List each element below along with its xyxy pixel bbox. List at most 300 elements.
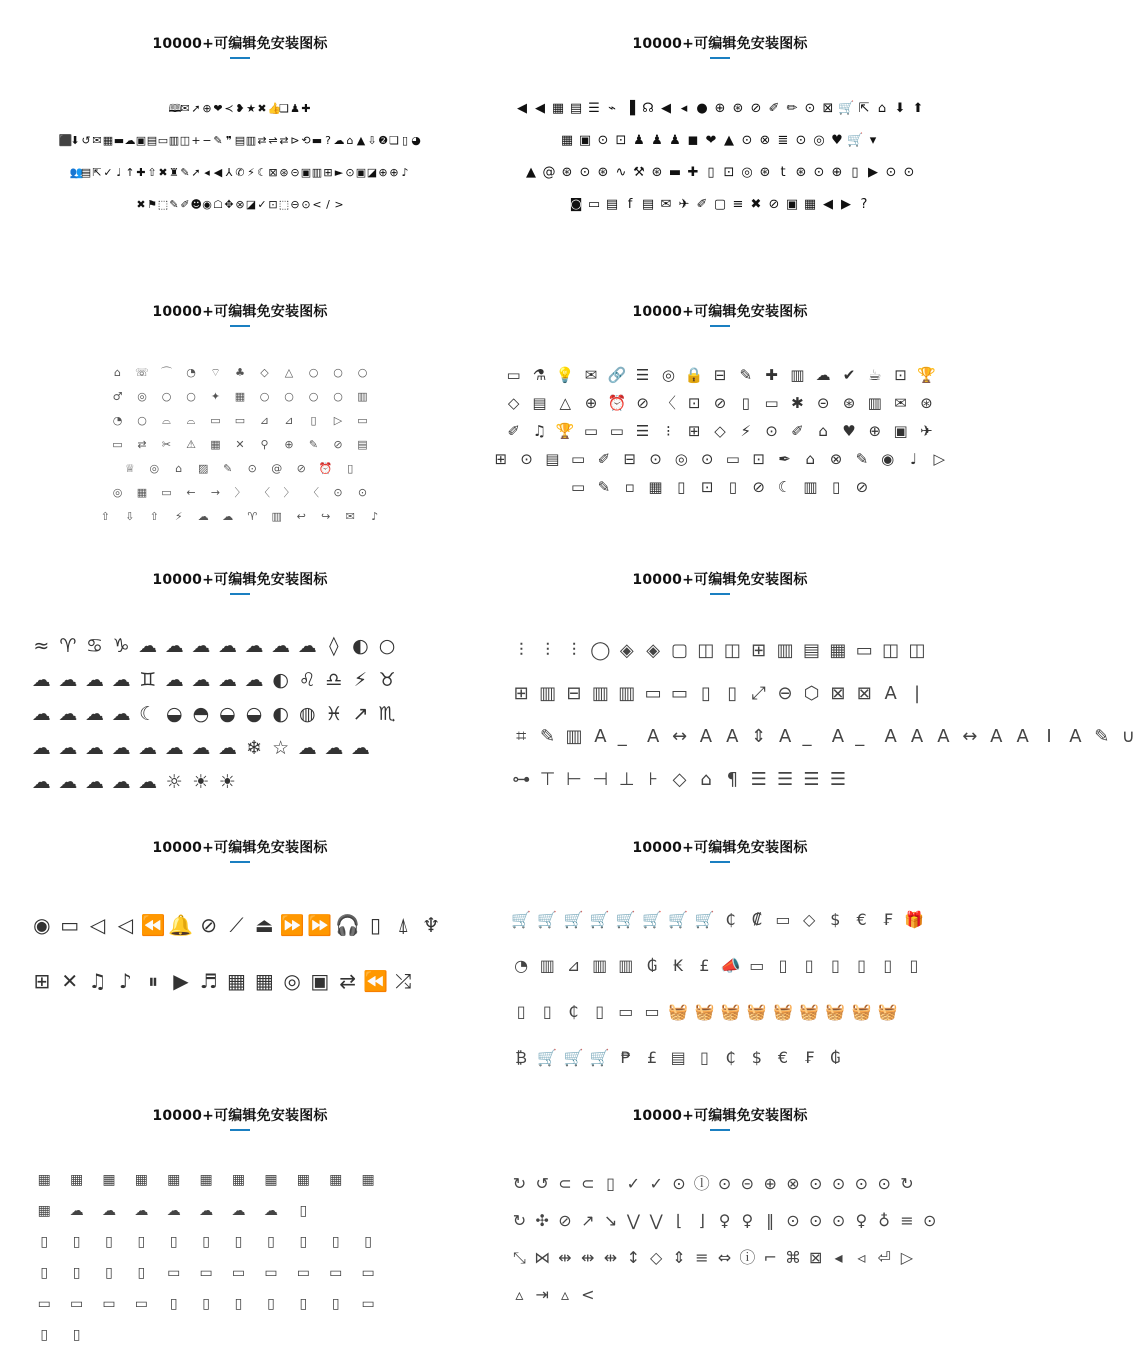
icon-glyph: ⏏ <box>254 912 274 937</box>
icon-glyph: € <box>777 1047 789 1067</box>
icon-glyph: ⊙ <box>831 1174 846 1193</box>
icon-glyph: ↻ <box>900 1174 914 1193</box>
icon-glyph: ▥ <box>565 726 583 747</box>
icon-row <box>28 662 480 696</box>
icon-glyph: ✒ <box>778 449 791 468</box>
icon-glyph: ◯ <box>590 640 611 661</box>
icon-glyph: ⊠ <box>830 683 846 704</box>
icon-glyph: ○ <box>333 389 343 403</box>
icon-glyph: ⊿ <box>566 955 581 975</box>
icon-glyph: ⇹ <box>603 1248 618 1267</box>
icon-glyph: ☁ <box>164 668 184 691</box>
icon-glyph: 🔔 <box>168 912 194 937</box>
icon-glyph: ○ <box>186 389 196 403</box>
icon-glyph: ◎ <box>283 968 301 993</box>
icon-glyph: ✎ <box>597 477 611 496</box>
panel-title: 10000+可编辑免安装图标 <box>632 572 808 588</box>
icon-row <box>480 124 960 156</box>
panel-title: 10000+可编辑免安装图标 <box>632 840 808 856</box>
icon-glyph: ☁ <box>111 736 131 759</box>
icon-glyph: ⤢ <box>751 683 766 704</box>
icon-glyph: ◉ <box>881 449 895 468</box>
icon-row <box>508 628 960 671</box>
icon-glyph: ♫ <box>88 968 107 993</box>
icon-glyph: ☁ <box>84 770 104 793</box>
panel-title: 10000+可编辑免安装图标 <box>152 840 328 856</box>
icon-glyph: ▭ <box>112 437 123 451</box>
icon-glyph: ✥ <box>224 197 234 211</box>
icon-glyph: ⊘ <box>752 477 765 496</box>
icon-glyph: ▦ <box>296 1172 310 1188</box>
icon-glyph: ◎ <box>674 449 688 468</box>
icon-glyph: ▯ <box>883 955 893 975</box>
icon-glyph: ▭ <box>210 413 221 427</box>
icon-glyph: 🔒 <box>684 365 704 384</box>
icon-glyph: ₱ <box>620 1047 631 1067</box>
icon-glyph: ◉ <box>202 197 212 211</box>
icon-glyph: ≡ <box>900 1211 914 1230</box>
icon-glyph: ▣ <box>310 968 330 993</box>
icon-glyph: ⊂ <box>581 1174 595 1193</box>
icon-glyph: ▦ <box>69 1172 84 1188</box>
icon-glyph: ▦ <box>167 1172 181 1188</box>
icon-glyph: ☁ <box>111 668 131 691</box>
icon-glyph: ◔ <box>514 955 529 975</box>
icon-glyph: A <box>910 726 924 747</box>
icon-row <box>480 444 960 472</box>
icon-glyph: ▯ <box>542 1001 552 1021</box>
icon-glyph: $ <box>751 1047 762 1067</box>
icon-row <box>0 156 480 188</box>
icon-glyph <box>798 715 824 758</box>
icon-glyph: ☆ <box>272 736 290 759</box>
icon-glyph: ▯ <box>830 955 840 975</box>
icon-glyph: ▯ <box>595 1001 605 1021</box>
icon-glyph: 🛒 <box>847 132 864 148</box>
icon-glyph: ← <box>186 485 196 499</box>
icon-glyph: ⊕ <box>831 164 843 180</box>
icon-glyph: ☁ <box>815 365 831 384</box>
icon-glyph: ○ <box>308 365 319 379</box>
icon-glyph: ◁ <box>117 912 133 937</box>
icon-glyph: ⊙ <box>813 164 825 180</box>
icon-glyph: 🔗 <box>607 365 627 384</box>
icon-glyph: ☰ <box>777 769 794 790</box>
icon-glyph: ▯ <box>310 413 317 427</box>
panel-title: 10000+可编辑免安装图标 <box>152 572 328 588</box>
icon-glyph: ☾ <box>777 477 792 496</box>
icon-glyph: ○ <box>161 389 172 403</box>
icon-glyph: ∪ <box>1121 726 1135 747</box>
icon-glyph: ⬛ <box>58 133 73 147</box>
icon-glyph: ● <box>696 100 708 116</box>
icon-glyph: ◫ <box>723 640 741 661</box>
title-underline <box>710 325 730 327</box>
icon-glyph: ⏪ <box>363 968 388 993</box>
icon-glyph: ⊙ <box>854 1174 869 1193</box>
icon-glyph: ⊙ <box>831 1211 846 1230</box>
icon-row <box>508 1275 960 1312</box>
icon-glyph: ⊗ <box>786 1174 800 1193</box>
icon-glyph: ◫ <box>882 640 900 661</box>
icon-glyph: ◫ <box>697 640 715 661</box>
icon-glyph: ◇ <box>650 1248 663 1267</box>
icon-glyph: 🛒 <box>563 909 584 929</box>
icon-glyph: ♁ <box>878 1211 890 1230</box>
icon-glyph: ✉ <box>92 133 102 147</box>
icon-glyph: ⬆ <box>912 100 924 116</box>
icon-glyph: ₵ <box>725 909 736 929</box>
icon-glyph: ❤ <box>213 101 223 115</box>
icon-glyph: ☁ <box>217 736 237 759</box>
icon-glyph: 🧺 <box>746 1001 767 1021</box>
icon-glyph: ▲ <box>356 133 366 147</box>
icon-glyph: ♜ <box>169 165 179 179</box>
icon-glyph: ♕ <box>124 461 135 475</box>
icon-glyph: ☁ <box>101 1203 116 1219</box>
icon-glyph: ◓ <box>192 702 210 725</box>
icon-glyph: ▯ <box>234 1296 243 1312</box>
icon-glyph: ☰ <box>635 421 650 440</box>
icon-glyph: ✕ <box>235 437 245 451</box>
icon-glyph: ▥ <box>168 133 180 147</box>
icon-glyph: ▯ <box>401 133 409 147</box>
icon-glyph: ▯ <box>169 1234 178 1250</box>
icon-glyph: ☁ <box>231 1203 246 1219</box>
icon-glyph: ✎ <box>180 165 190 179</box>
icon-glyph: ▤ <box>641 196 655 212</box>
icon-panel <box>480 0 960 268</box>
icon-glyph: ⇧ <box>149 509 159 523</box>
icon-glyph: ☁ <box>31 668 51 691</box>
icon-glyph: ▯ <box>364 1234 372 1250</box>
icon-glyph: ◀ <box>535 100 545 116</box>
icon-panel <box>480 804 960 1072</box>
icon-glyph: ▣ <box>578 132 592 148</box>
icon-glyph: ◒ <box>219 702 236 725</box>
icon-glyph: ⬡ <box>803 683 820 704</box>
icon-glyph: ▦ <box>254 968 274 993</box>
icon-glyph: ✐ <box>180 197 190 211</box>
icon-glyph: ▯ <box>267 1234 275 1250</box>
icon-glyph: ◕ <box>411 133 421 147</box>
icon-glyph: ✚ <box>765 365 778 384</box>
icon-glyph: ❄ <box>246 736 262 759</box>
icon-glyph: ⊞ <box>33 968 51 993</box>
icon-glyph: A <box>937 726 950 747</box>
icon-glyph: A <box>699 726 713 747</box>
icon-glyph: ▭ <box>571 477 586 496</box>
icon-glyph: 💡 <box>555 365 575 384</box>
icon-glyph: ✚ <box>136 165 146 179</box>
icon-row <box>508 1164 960 1201</box>
icon-glyph: ⊞ <box>494 449 508 468</box>
icon-glyph: ⇹ <box>558 1248 572 1267</box>
icon-glyph: ▯ <box>909 955 919 975</box>
icon-glyph: ☁ <box>263 1203 278 1219</box>
icon-row <box>480 92 960 124</box>
icon-glyph: ⇄ <box>257 133 267 147</box>
icon-glyph: ✖ <box>750 196 762 212</box>
icon-glyph: ⇌ <box>268 133 278 147</box>
icon-glyph: ▯ <box>40 1327 49 1343</box>
icon-glyph: ▯ <box>72 1234 81 1250</box>
icon-glyph: ⊙ <box>765 421 778 440</box>
icon-glyph: ⊙ <box>877 1174 891 1193</box>
panel-title: 10000+可编辑免安装图标 <box>632 36 808 52</box>
icon-row <box>0 480 480 504</box>
icon-glyph: £ <box>699 955 710 975</box>
icon-glyph: € <box>856 909 867 929</box>
icon-glyph: ☁ <box>166 1203 181 1219</box>
icon-glyph: 🎁 <box>903 909 924 929</box>
icon-glyph: ⚡ <box>353 668 368 691</box>
icon-glyph: ▦ <box>210 437 221 451</box>
icon-glyph: ▥ <box>311 165 323 179</box>
icon-glyph: ₵ <box>568 1001 579 1021</box>
icon-glyph: < <box>312 197 322 211</box>
icon-glyph: ▯ <box>137 1234 146 1250</box>
icon-glyph: ⌓ <box>162 413 171 427</box>
icon-glyph: ⌂ <box>346 133 354 147</box>
icon-glyph: ▦ <box>361 1172 375 1188</box>
icon-glyph: 🧺 <box>720 1001 741 1021</box>
icon-glyph: ⊙ <box>741 132 753 148</box>
icon-glyph: ◇ <box>507 393 520 412</box>
icon-glyph: ☁ <box>84 736 104 759</box>
icon-glyph: ▦ <box>227 968 246 993</box>
icon-glyph: ◒ <box>245 702 263 725</box>
icon-glyph: 🛒 <box>615 909 636 929</box>
icon-glyph: ⊘ <box>713 393 727 412</box>
icon-glyph: ⊙ <box>903 164 915 180</box>
icon-glyph: ⊕ <box>868 421 882 440</box>
icon-glyph: ♫ <box>532 421 547 440</box>
icon-glyph: t <box>780 164 786 180</box>
icon-glyph: ▭ <box>587 196 601 212</box>
icon-glyph: ◫ <box>908 640 926 661</box>
icon-glyph: ◁ <box>89 912 106 937</box>
icon-glyph: ⊕ <box>284 437 294 451</box>
icon-row <box>508 1201 960 1238</box>
icon-glyph: ☁ <box>124 133 136 147</box>
icon-glyph: ₵ <box>725 1047 736 1067</box>
icon-glyph: 🛒 <box>694 909 715 929</box>
icon-glyph: ♥ <box>831 132 843 148</box>
icon-glyph: ▯ <box>347 461 354 475</box>
icon-glyph: ♋ <box>85 634 103 657</box>
icon-glyph: ▤ <box>802 640 820 661</box>
icon-glyph: ⊿ <box>259 413 270 427</box>
icon-glyph: ⊙ <box>357 485 368 499</box>
icon-glyph: ▦ <box>234 389 246 403</box>
icon-glyph: ⊛ <box>842 393 856 412</box>
icon-panel <box>0 536 480 804</box>
icon-glyph: ▭ <box>231 1265 246 1281</box>
icon-glyph: ⇧ <box>100 509 110 523</box>
icon-glyph: ▥ <box>357 389 368 403</box>
icon-glyph: ⊝ <box>816 393 830 412</box>
icon-glyph: ♓ <box>325 702 343 725</box>
icon-glyph: ₣ <box>882 909 893 929</box>
icon-glyph: ◔ <box>186 365 196 379</box>
icon-glyph: ⊛ <box>732 100 744 116</box>
icon-glyph: ☁ <box>58 668 78 691</box>
title-underline <box>710 593 730 595</box>
icon-glyph: ▭ <box>855 640 873 661</box>
icon-glyph: ⚡ <box>740 421 752 440</box>
icon-glyph: 〈 <box>308 485 319 499</box>
icon-glyph: ⌗ <box>516 726 527 747</box>
icon-row <box>28 628 480 662</box>
icon-glyph: ☁ <box>271 634 291 657</box>
icon-glyph: ▫ <box>624 477 635 496</box>
icon-glyph: ∿ <box>615 164 627 180</box>
icon-glyph: ⌔ <box>210 365 221 379</box>
icon-glyph: ⊘ <box>855 477 869 496</box>
icon-glyph: ♀ <box>855 1211 868 1230</box>
icon-glyph: $ <box>830 909 841 929</box>
icon-glyph: ♑ <box>112 634 130 657</box>
icon-glyph: ⊦ <box>648 769 658 790</box>
icon-glyph: ₭ <box>673 955 684 975</box>
icon-glyph: ▭ <box>157 133 169 147</box>
icon-glyph: ◇ <box>260 365 269 379</box>
panel-title: 10000+可编辑免安装图标 <box>152 1108 328 1124</box>
icon-glyph: ⋁ <box>649 1211 663 1230</box>
icon-glyph: ▭ <box>571 449 586 468</box>
icon-set <box>480 896 960 1080</box>
icon-glyph: ⊢ <box>566 769 582 790</box>
icon-glyph: ▯ <box>169 1296 178 1312</box>
icon-glyph: ✦ <box>210 389 221 403</box>
icon-glyph: ⊕ <box>378 165 388 179</box>
icon-glyph: ✈ <box>678 196 690 212</box>
icon-glyph: ⊘ <box>750 100 762 116</box>
icon-row <box>508 1238 960 1275</box>
icon-glyph: ► <box>334 165 344 179</box>
icon-glyph: ≣ <box>777 132 789 148</box>
icon-glyph: ❥ <box>235 101 245 115</box>
icon-glyph: ▵ <box>560 1285 569 1304</box>
icon-glyph: ➚ <box>191 101 201 115</box>
icon-glyph: ♟ <box>651 132 663 148</box>
icon-glyph: ⊕ <box>763 1174 777 1193</box>
icon-glyph: ⓛ <box>693 1174 710 1193</box>
icon-row <box>0 124 480 156</box>
icon-glyph: ✓ <box>649 1174 663 1193</box>
icon-glyph: ⌂ <box>818 421 828 440</box>
icon-glyph: ☁ <box>324 736 344 759</box>
icon-glyph: ▭ <box>361 1265 375 1281</box>
icon-glyph: − <box>202 133 212 147</box>
icon-glyph: ⊙ <box>923 1211 937 1230</box>
icon-glyph: ⤮ <box>395 968 412 993</box>
icon-glyph: ⊘ <box>558 1211 572 1230</box>
title-underline <box>230 861 250 863</box>
icon-glyph: ☁ <box>164 736 184 759</box>
icon-glyph: ▥ <box>867 393 882 412</box>
icon-glyph: ⏩ <box>279 912 305 937</box>
icon-glyph: ⏰ <box>318 461 333 475</box>
icon-glyph: ✂ <box>161 437 172 451</box>
icon-set <box>480 360 960 500</box>
icon-glyph: ⌁ <box>608 100 616 116</box>
icon-glyph: ☁ <box>297 634 317 657</box>
icon-glyph: ⊛ <box>920 393 933 412</box>
icon-glyph: ? <box>325 133 331 147</box>
icon-glyph: A <box>726 726 739 747</box>
icon-glyph: 🧺 <box>851 1001 872 1021</box>
icon-glyph: → <box>210 485 221 499</box>
icon-glyph: ◈ <box>619 640 634 661</box>
icon-glyph: A <box>884 726 897 747</box>
icon-glyph: ▤ <box>234 133 246 147</box>
icon-glyph: A <box>990 726 1003 747</box>
icon-glyph: ▯ <box>331 1234 340 1250</box>
icon-glyph: ⬇ <box>894 100 906 116</box>
icon-glyph: 🎧 <box>335 912 361 937</box>
icon-glyph: ▭ <box>609 421 624 440</box>
icon-glyph: ⊛ <box>759 164 771 180</box>
icon-glyph: ⇄ <box>339 968 357 993</box>
icon-glyph: ⊘ <box>200 912 218 937</box>
icon-glyph: ⤡ <box>512 1248 526 1267</box>
icon-glyph: 〈 <box>259 485 270 499</box>
icon-glyph: ▭ <box>644 683 662 704</box>
icon-glyph <box>614 715 640 758</box>
icon-glyph: ⊙ <box>809 1211 823 1230</box>
icon-glyph: ⫶ <box>518 640 524 661</box>
icon-glyph: ➚ <box>191 165 201 179</box>
title-underline <box>710 1129 730 1131</box>
icon-glyph: 🛒 <box>589 909 610 929</box>
icon-glyph: ✆ <box>235 165 245 179</box>
icon-glyph: ☁ <box>134 1203 149 1219</box>
icon-glyph: ♩ <box>116 165 122 179</box>
icon-glyph: ⌂ <box>175 461 183 475</box>
icon-glyph: ♌ <box>298 668 316 691</box>
icon-glyph: ✎ <box>213 133 223 147</box>
icon-glyph: ▣ <box>300 165 312 179</box>
icon-glyph: ♣ <box>235 365 245 379</box>
icon-glyph: ⇱ <box>858 100 870 116</box>
icon-glyph: ♈ <box>247 509 258 523</box>
icon-set <box>480 628 1135 800</box>
icon-glyph: ⏰ <box>607 393 627 412</box>
icon-glyph: ⊙ <box>795 132 807 148</box>
icon-glyph: ❏ <box>389 133 399 147</box>
icon-glyph: ♟ <box>633 132 645 148</box>
icon-glyph: ⊗ <box>235 197 245 211</box>
icon-glyph: ▯ <box>700 683 711 704</box>
icon-glyph: ◍ <box>298 702 316 725</box>
icon-glyph: ◐ <box>352 634 369 657</box>
icon-set <box>0 1164 480 1350</box>
icon-glyph: ₲ <box>830 1047 841 1067</box>
icon-glyph: ⬚ <box>157 197 169 211</box>
icon-glyph: ▯ <box>700 1047 709 1067</box>
icon-glyph: ⏪ <box>140 912 166 937</box>
icon-glyph: ▶ <box>173 968 189 993</box>
icon-glyph: ⊙ <box>804 100 816 116</box>
icon-glyph: ◇ <box>803 909 816 929</box>
icon-glyph: ✓ <box>257 197 267 211</box>
icon-glyph: ▤ <box>146 133 158 147</box>
icon-glyph: ⊞ <box>687 421 701 440</box>
icon-glyph: ▯ <box>677 477 686 496</box>
icon-glyph: ▯ <box>741 393 750 412</box>
